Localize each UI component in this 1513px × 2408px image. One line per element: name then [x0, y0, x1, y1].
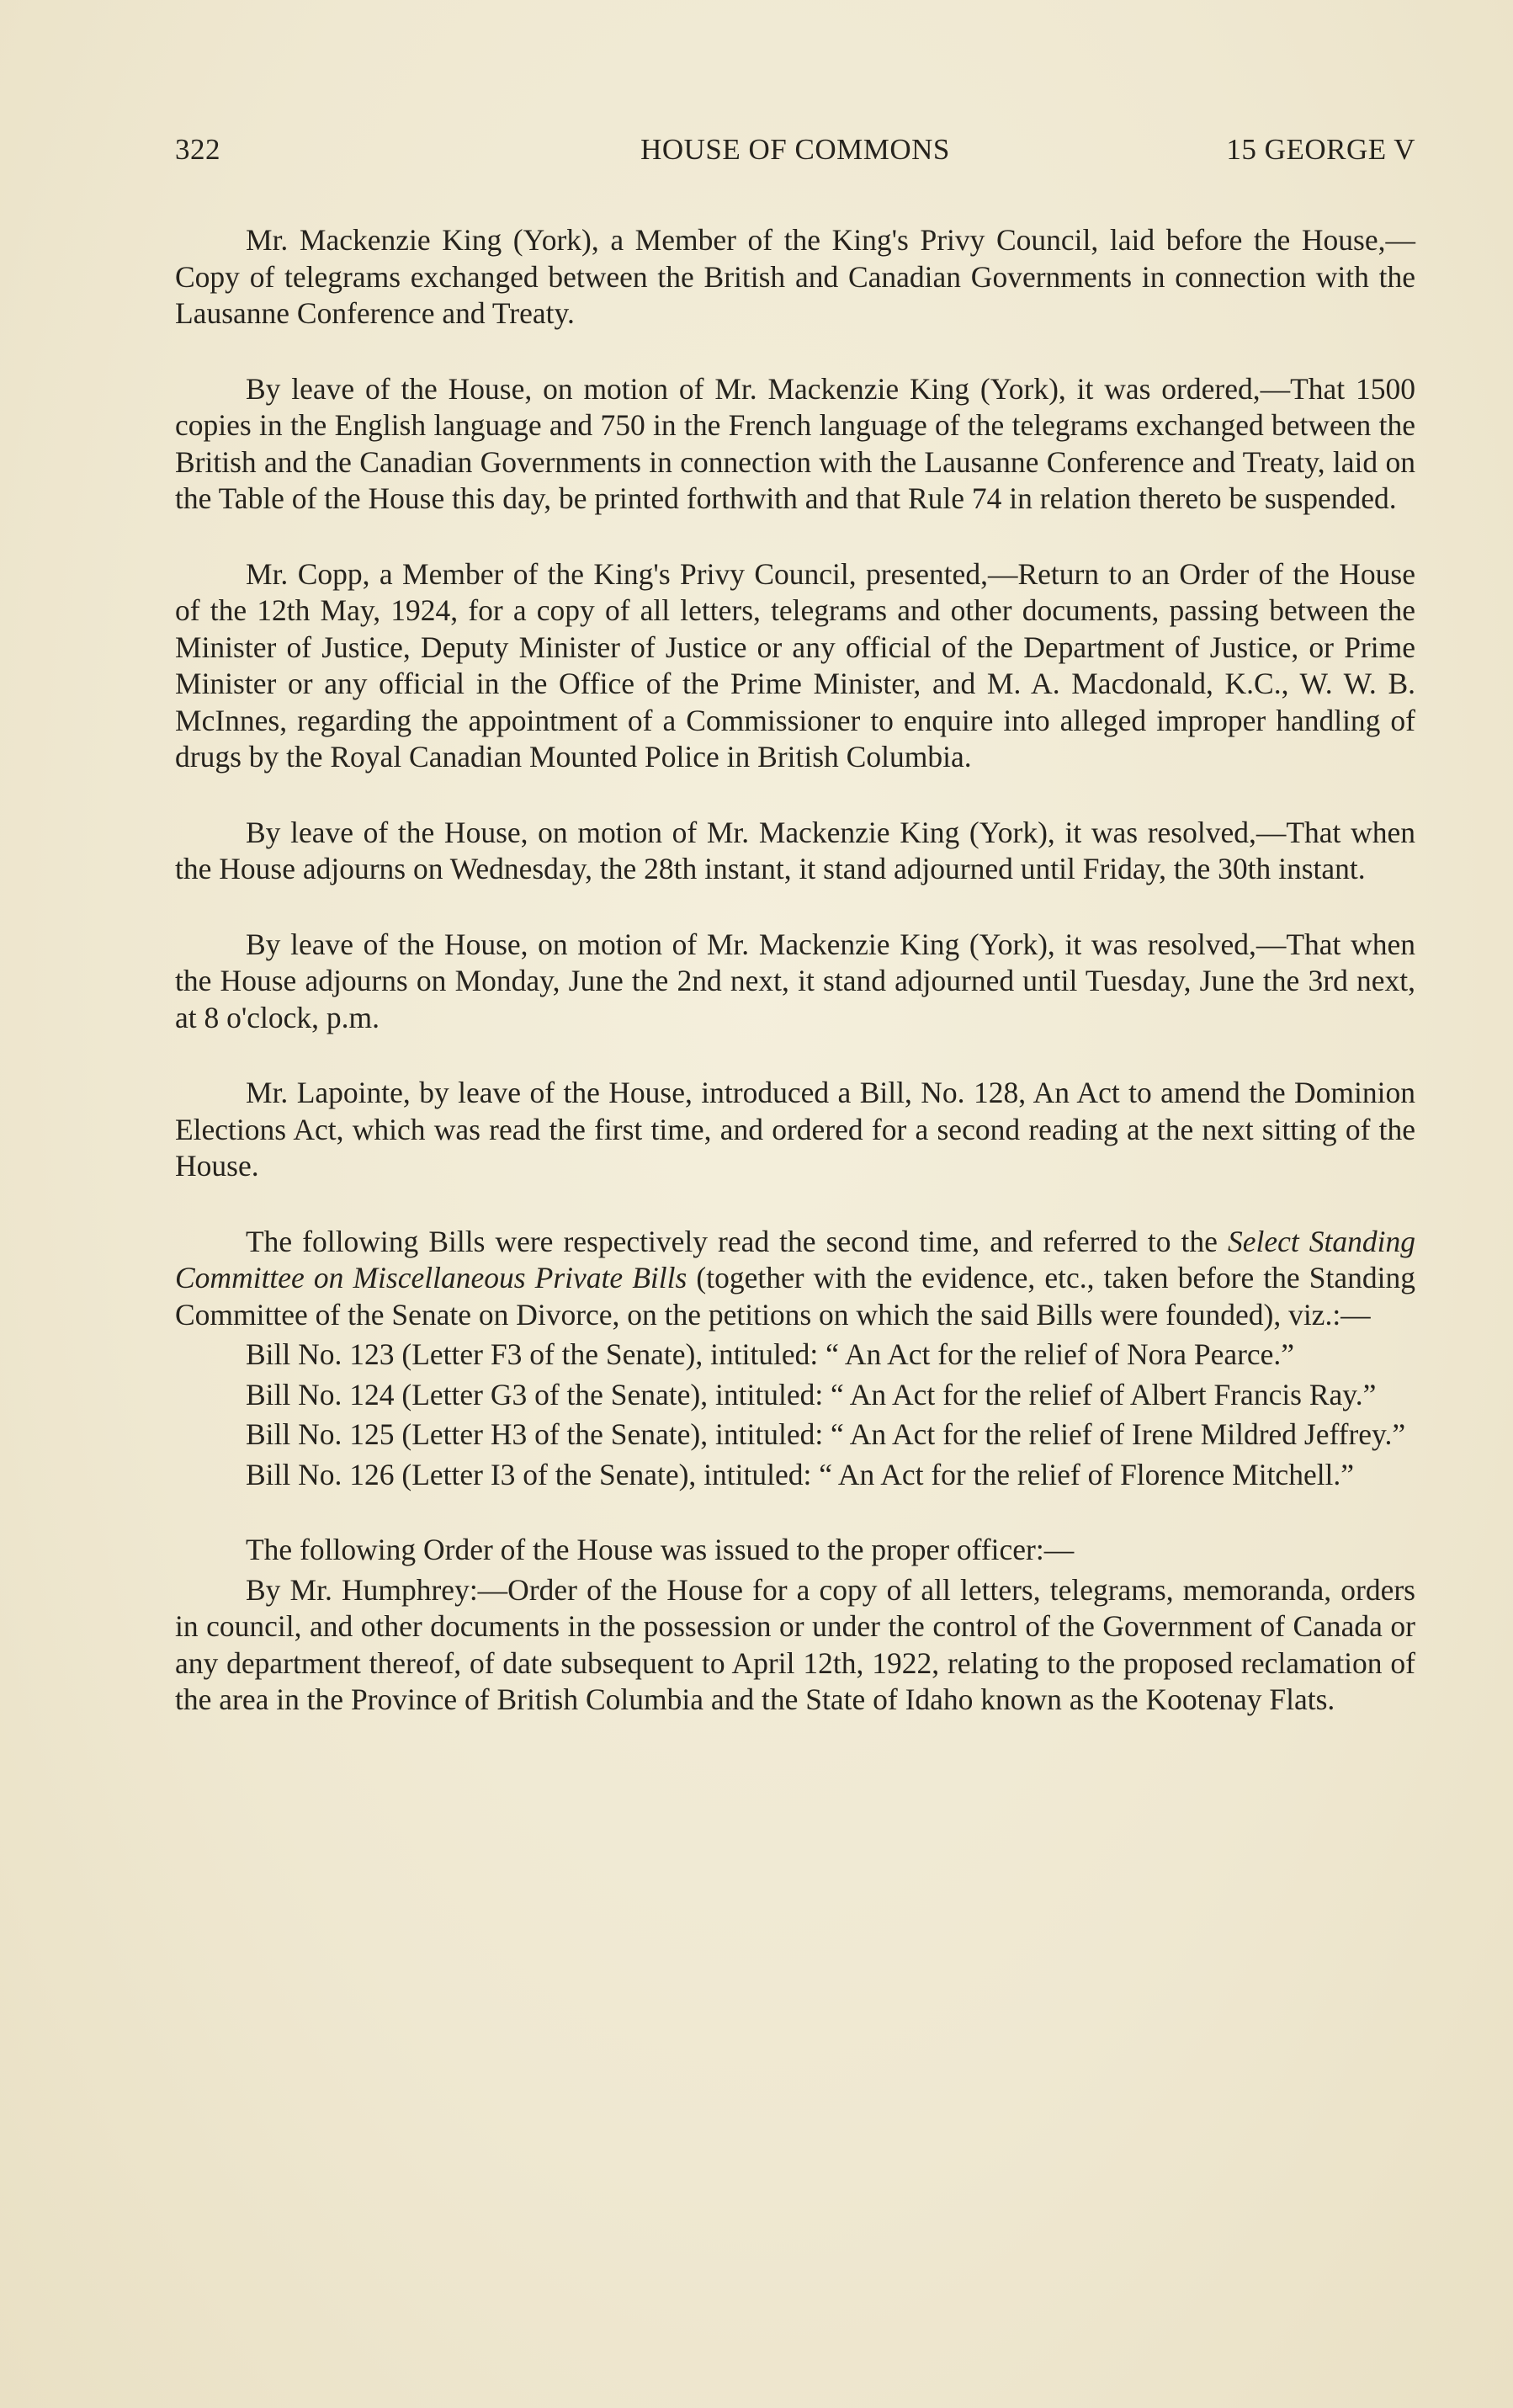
- page-number: 322: [175, 133, 220, 166]
- bills-referred-intro: The following Bills were respectively read the second time, and referred to the: [246, 1224, 1228, 1258]
- paragraph-lapointe-bill: Mr. Lapointe, by leave of the House, introduced a Bill, No. 128, An Act to amend the Dominion Elections Act, which was read the first time, and ordered for a second reading at the next sitting of the House.: [175, 1076, 1415, 1183]
- paragraph-order-issued: The following Order of the House was issued to the proper officer:—: [246, 1533, 1075, 1566]
- paragraph-printing-order: By leave of the House, on motion of Mr. Mackenzie King (York), it was ordered,—That 1500 copies in the English language and 750 in the French language of the telegrams exchanged between the British and the Canadian Governments in connection with the Lausanne Conference and Treaty, laid on the Table of the House this day, be printed forthwith and that Rule 74 in relation thereto be suspended.: [175, 371, 1415, 515]
- journal-body: [175, 222, 1415, 1757]
- bill-item: Bill No. 124 (Letter G3 of the Senate), intituled: “ An Act for the relief of Albert Francis Ray.”: [246, 1377, 1377, 1411]
- paragraph-adjournment-friday: By leave of the House, on motion of Mr. Mackenzie King (York), it was resolved,—That when the House adjourns on Wednesday, the 28th instant, it stand adjourned until Friday, the 30th instant.: [175, 815, 1415, 885]
- paragraph-adjournment-tuesday: By leave of the House, on motion of Mr. Mackenzie King (York), it was resolved,—That when the House adjourns on Monday, June the 2nd next, it stand adjourned until Tuesday, June the 3rd next, at 8 o'clock, p.m.: [175, 927, 1415, 1034]
- bill-item: Bill No. 126 (Letter I3 of the Senate), intituled: “ An Act for the relief of Florence Mitchell.”: [246, 1457, 1355, 1491]
- paragraph-humphrey-order: By Mr. Humphrey:—Order of the House for a copy of all letters, telegrams, memoranda, orders in council, and other documents in the possession or under the control of the Government of Canada or any department thereof, of date subsequent to April 12th, 1922, relating to the proposed reclamation of the area in the Province of British Columbia and the State of Idaho known as the Kootenay Flats.: [175, 1572, 1415, 1716]
- paragraph-copp-return: Mr. Copp, a Member of the King's Privy Council, presented,—Return to an Order of the House of the 12th May, 1924, for a copy of all letters, telegrams and other documents, passing between the Minister of Justice, Deputy Minister of Justice or any official of the Department of Justice, or Prime Minister or any official in the Office of the Prime Minister, and M. A. Macdonald, K.C., W. W. B. McInnes, regarding the appointment of a Commissioner to enquire into alleged improper handling of drugs by the Royal Canadian Mounted Police in British Columbia.: [175, 556, 1415, 773]
- reign-label: 15 GEORGE V: [1226, 133, 1415, 166]
- bills-referred-rest: (together with the evidence, etc., taken before the Standing Committee of the Senate on Divorce, on the petitions on which the said Bills were founded), viz.:—: [175, 1261, 1415, 1332]
- page-header: [175, 133, 1415, 173]
- page-title: HOUSE OF COMMONS: [640, 133, 950, 166]
- bill-item: Bill No. 123 (Letter F3 of the Senate), intituled: “ An Act for the relief of Nora Pearce.”: [246, 1337, 1295, 1371]
- committee-name: Select Standing Committee on Miscellaneous Private Bills: [175, 1224, 1415, 1294]
- paragraph-copy-of-telegrams: Mr. Mackenzie King (York), a Member of the King's Privy Council, laid before the House,—Copy of telegrams exchanged between the British and Canadian Governments in connection with the Lausanne Conference and Treaty.: [175, 223, 1415, 330]
- bill-item: Bill No. 125 (Letter H3 of the Senate), intituled: “ An Act for the relief of Irene Mildred Jeffrey.”: [246, 1417, 1406, 1451]
- paragraph-bills-referred: [175, 1224, 1415, 1334]
